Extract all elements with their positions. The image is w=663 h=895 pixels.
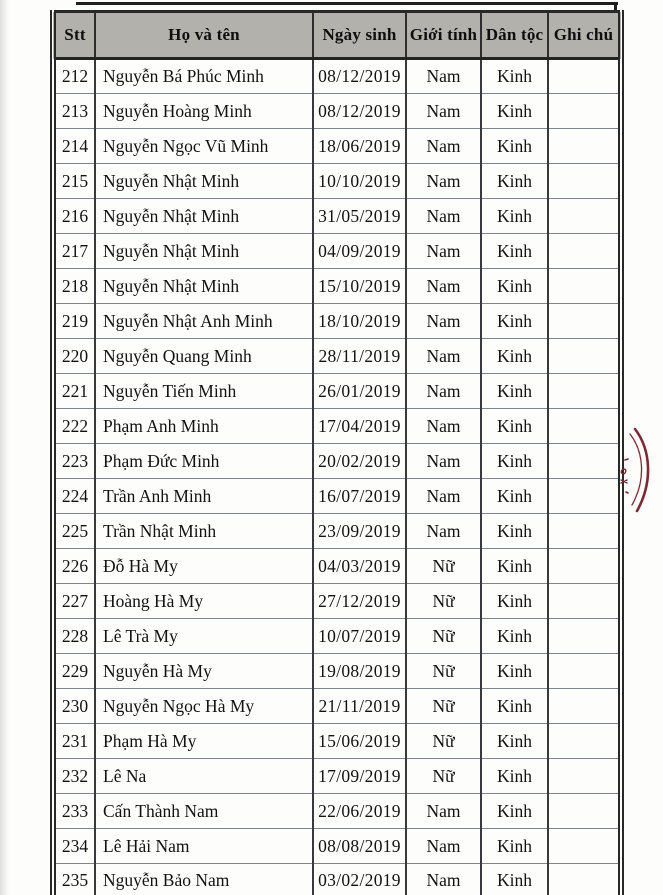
cell-gender: Nữ xyxy=(406,689,481,724)
cell-gender: Nam xyxy=(406,479,481,514)
cell-stt: 229 xyxy=(53,654,95,689)
cell-dob: 08/12/2019 xyxy=(313,94,406,129)
cell-note xyxy=(548,759,621,794)
table-row xyxy=(53,619,621,654)
cell-note xyxy=(548,269,621,304)
cell-name: Nguyễn Bảo Nam xyxy=(95,864,313,895)
cell-gender: Nam xyxy=(406,199,481,234)
cell-gender: Nam xyxy=(406,339,481,374)
table-row xyxy=(53,164,621,199)
cell-ethnicity: Kinh xyxy=(481,689,548,724)
cell-note xyxy=(548,724,621,759)
cell-note xyxy=(548,829,621,864)
cell-gender: Nam xyxy=(406,59,481,94)
table-row xyxy=(53,514,621,549)
column-header-dob: Ngày sinh xyxy=(313,12,406,59)
cell-name: Nguyễn Tiến Minh xyxy=(95,374,313,409)
cell-ethnicity: Kinh xyxy=(481,584,548,619)
cell-ethnicity: Kinh xyxy=(481,129,548,164)
column-header-name: Họ và tên xyxy=(95,12,313,59)
cell-note xyxy=(548,584,621,619)
top-edge-line xyxy=(76,2,618,5)
cell-dob: 04/03/2019 xyxy=(313,549,406,584)
cell-gender: Nữ xyxy=(406,759,481,794)
cell-stt: 233 xyxy=(53,794,95,829)
cell-gender: Nữ xyxy=(406,654,481,689)
cell-name: Phạm Hà My xyxy=(95,724,313,759)
cell-ethnicity: Kinh xyxy=(481,339,548,374)
cell-ethnicity: Kinh xyxy=(481,724,548,759)
cell-name: Hoàng Hà My xyxy=(95,584,313,619)
table-body xyxy=(53,59,621,895)
cell-ethnicity: Kinh xyxy=(481,654,548,689)
cell-name: Cấn Thành Nam xyxy=(95,794,313,829)
cell-dob: 19/08/2019 xyxy=(313,654,406,689)
cell-note xyxy=(548,514,621,549)
cell-stt: 226 xyxy=(53,549,95,584)
cell-dob: 28/11/2019 xyxy=(313,339,406,374)
cell-stt: 215 xyxy=(53,164,95,199)
cell-stt: 218 xyxy=(53,269,95,304)
cell-dob: 16/07/2019 xyxy=(313,479,406,514)
cell-ethnicity: Kinh xyxy=(481,304,548,339)
cell-note xyxy=(548,304,621,339)
cell-ethnicity: Kinh xyxy=(481,94,548,129)
cell-dob: 04/09/2019 xyxy=(313,234,406,269)
cell-dob: 31/05/2019 xyxy=(313,199,406,234)
cell-note xyxy=(548,444,621,479)
cell-ethnicity: Kinh xyxy=(481,164,548,199)
cell-stt: 231 xyxy=(53,724,95,759)
cell-ethnicity: Kinh xyxy=(481,619,548,654)
cell-stt: 223 xyxy=(53,444,95,479)
table-row xyxy=(53,304,621,339)
cell-stt: 212 xyxy=(61,66,89,86)
cell-gender: Nữ xyxy=(406,619,481,654)
cell-stt: 225 xyxy=(53,514,95,549)
cell-stt: 219 xyxy=(53,304,95,339)
cell-dob: 08/08/2019 xyxy=(313,829,406,864)
cell-dob: 18/10/2019 xyxy=(313,304,406,339)
cell-note xyxy=(548,409,621,444)
table-row xyxy=(53,129,621,164)
cell-dob: 10/10/2019 xyxy=(313,164,406,199)
cell-ethnicity: Kinh xyxy=(481,864,548,895)
cell-name: Đỗ Hà My xyxy=(95,549,313,584)
cell-ethnicity: Kinh xyxy=(481,514,548,549)
cell-ethnicity: Kinh xyxy=(481,549,548,584)
cell-gender: Nữ xyxy=(406,584,481,619)
table-row xyxy=(53,199,621,234)
table-row xyxy=(53,59,621,94)
cell-ethnicity: Kinh xyxy=(481,829,548,864)
cell-dob: 27/12/2019 xyxy=(313,584,406,619)
cell-ethnicity: Kinh xyxy=(481,374,548,409)
cell-name: Nguyễn Nhật Minh xyxy=(95,199,313,234)
cell-ethnicity: Kinh xyxy=(481,444,548,479)
cell-name: Phạm Đức Minh xyxy=(95,444,313,479)
cell-note xyxy=(548,59,621,94)
cell-dob: 23/09/2019 xyxy=(313,514,406,549)
cell-ethnicity: Kinh xyxy=(481,479,548,514)
cell-ethnicity: Kinh xyxy=(481,234,548,269)
cell-note xyxy=(548,794,621,829)
cell-dob: 10/07/2019 xyxy=(313,619,406,654)
cell-stt: 234 xyxy=(53,829,95,864)
cell-ethnicity: Kinh xyxy=(481,409,548,444)
table-row xyxy=(53,759,621,794)
cell-gender: Nam xyxy=(406,514,481,549)
cell-stt: 232 xyxy=(53,759,95,794)
cell-stt: 221 xyxy=(53,374,95,409)
cell-dob: 17/09/2019 xyxy=(313,759,406,794)
cell-dob: 15/10/2019 xyxy=(313,269,406,304)
cell-gender: Nam xyxy=(406,409,481,444)
cell-ethnicity: Kinh xyxy=(481,59,548,94)
cell-gender: Nam xyxy=(406,864,481,895)
cell-name: Nguyễn Quang Minh xyxy=(95,339,313,374)
cell-ethnicity: Kinh xyxy=(481,794,548,829)
cell-name: Lê Hải Nam xyxy=(95,829,313,864)
table-row xyxy=(53,689,621,724)
cell-dob: 22/06/2019 xyxy=(313,794,406,829)
cell-note xyxy=(548,164,621,199)
table-row xyxy=(53,584,621,619)
cell-note xyxy=(548,94,621,129)
cell-note xyxy=(548,549,621,584)
cell-gender: Nam xyxy=(406,269,481,304)
cell-note xyxy=(548,339,621,374)
table-header-row xyxy=(53,12,621,59)
column-header-gender: Giới tính xyxy=(406,12,481,59)
cell-name: Nguyễn Ngọc Hà My xyxy=(95,689,313,724)
cell-note xyxy=(548,619,621,654)
cell-note xyxy=(548,199,621,234)
table-row xyxy=(53,444,621,479)
cell-dob: 20/02/2019 xyxy=(313,444,406,479)
column-header-ethnicity: Dân tộc xyxy=(481,12,548,59)
table-row xyxy=(53,339,621,374)
cell-gender: Nam xyxy=(406,829,481,864)
cell-gender: Nam xyxy=(406,164,481,199)
cell-stt: 214 xyxy=(53,129,95,164)
table-row xyxy=(53,549,621,584)
cell-stt: 227 xyxy=(53,584,95,619)
cell-stt: 217 xyxy=(53,234,95,269)
cell-name: Trần Anh Minh xyxy=(95,479,313,514)
cell-stt: 213 xyxy=(53,94,95,129)
cell-gender: Nam xyxy=(406,94,481,129)
cell-name: Phạm Anh Minh xyxy=(95,409,313,444)
cell-gender: Nữ xyxy=(406,549,481,584)
cell-name: Trần Nhật Minh xyxy=(95,514,313,549)
cell-gender: Nữ xyxy=(406,724,481,759)
scan-edge-shadow xyxy=(0,0,9,895)
cell-name: Nguyễn Nhật Anh Minh xyxy=(95,304,313,339)
cell-stt: 222 xyxy=(53,409,95,444)
cell-gender: Nam xyxy=(406,444,481,479)
cell-dob: 17/04/2019 xyxy=(313,409,406,444)
cell-gender: Nam xyxy=(406,794,481,829)
cell-name: Nguyễn Bá Phúc Minh xyxy=(95,59,313,94)
table-row xyxy=(53,794,621,829)
table-row xyxy=(53,374,621,409)
cell-note xyxy=(548,479,621,514)
cell-stt: 230 xyxy=(53,689,95,724)
cell-note xyxy=(548,129,621,164)
table-row xyxy=(53,724,621,759)
cell-name: Nguyễn Nhật Minh xyxy=(95,164,313,199)
cell-name: Nguyễn Hà My xyxy=(95,654,313,689)
cell-note xyxy=(548,374,621,409)
cell-ethnicity: Kinh xyxy=(481,759,548,794)
column-header-stt: Stt xyxy=(53,12,95,59)
cell-dob: 15/06/2019 xyxy=(313,724,406,759)
cell-name: Nguyễn Nhật Minh xyxy=(95,269,313,304)
student-roster-table xyxy=(50,10,624,895)
table-row xyxy=(53,479,621,514)
cell-note xyxy=(548,864,621,895)
cell-note xyxy=(548,689,621,724)
cell-name: Lê Na xyxy=(95,759,313,794)
table-row xyxy=(53,654,621,689)
cell-stt: 228 xyxy=(53,619,95,654)
cell-dob: 21/11/2019 xyxy=(313,689,406,724)
cell-dob: 18/06/2019 xyxy=(313,129,406,164)
cell-name: Nguyễn Hoàng Minh xyxy=(95,94,313,129)
cell-ethnicity: Kinh xyxy=(481,269,548,304)
table-row xyxy=(53,829,621,864)
cell-name: Lê Trà My xyxy=(95,619,313,654)
cell-note xyxy=(548,654,621,689)
cell-stt: 220 xyxy=(53,339,95,374)
cell-gender: Nam xyxy=(406,129,481,164)
cell-gender: Nam xyxy=(406,374,481,409)
cell-stt: 235 xyxy=(53,864,95,895)
column-header-note: Ghi chú xyxy=(548,12,621,59)
table-row xyxy=(53,94,621,129)
cell-name: Nguyễn Nhật Minh xyxy=(95,234,313,269)
cell-name: Nguyễn Ngọc Vũ Minh xyxy=(95,129,313,164)
cell-gender: Nam xyxy=(406,234,481,269)
table-row xyxy=(53,864,621,895)
table-row xyxy=(53,269,621,304)
table-row xyxy=(53,234,621,269)
cell-stt: 216 xyxy=(53,199,95,234)
cell-dob: 03/02/2019 xyxy=(313,864,406,895)
cell-dob: 08/12/2019 xyxy=(313,59,406,94)
cell-stt: 224 xyxy=(53,479,95,514)
cell-dob: 26/01/2019 xyxy=(313,374,406,409)
cell-note xyxy=(548,234,621,269)
cell-ethnicity: Kinh xyxy=(481,199,548,234)
table-row xyxy=(53,409,621,444)
cell-gender: Nam xyxy=(406,304,481,339)
